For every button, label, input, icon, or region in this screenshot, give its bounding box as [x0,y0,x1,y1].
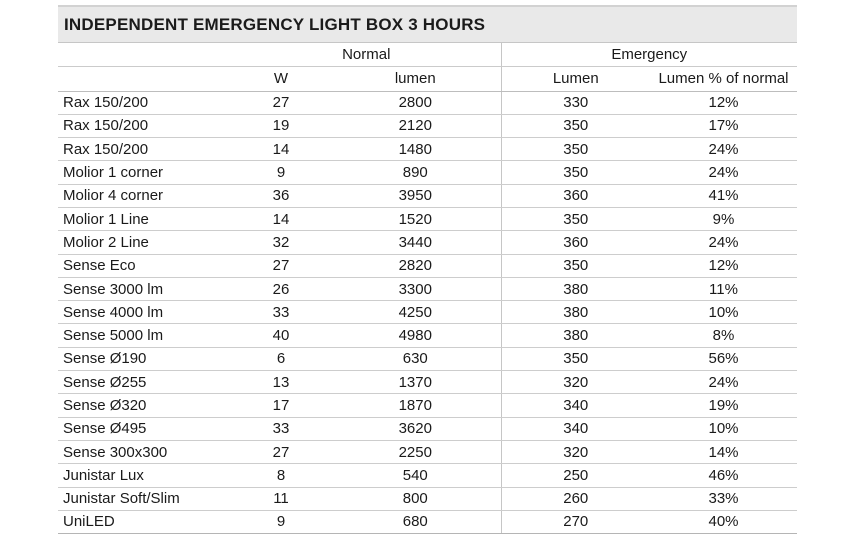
emergency-lumen-cell: 340 [501,394,650,417]
product-name-cell: Molior 1 corner [58,161,232,184]
product-name-cell: Rax 150/200 [58,114,232,137]
watt-cell: 11 [232,487,330,510]
lumen-cell: 3300 [330,277,501,300]
lumen-percent-cell: 12% [650,91,797,114]
emergency-lumen-cell: 360 [501,231,650,254]
table-body [58,91,797,534]
product-name-cell: Sense Ø190 [58,347,232,370]
table-row [58,301,797,324]
lumen-percent-cell: 24% [650,231,797,254]
emergency-lumen-cell: 380 [501,324,650,347]
watt-cell: 8 [232,464,330,487]
watt-cell: 17 [232,394,330,417]
lumen-cell: 2820 [330,254,501,277]
col-header-lumen-percent: Lumen % of normal [650,66,797,91]
lumen-cell: 1370 [330,371,501,394]
table-row [58,487,797,510]
emergency-lumen-cell: 350 [501,347,650,370]
watt-cell: 26 [232,277,330,300]
table-title: INDEPENDENT EMERGENCY LIGHT BOX 3 HOURS [64,14,486,34]
watt-cell: 9 [232,161,330,184]
watt-cell: 36 [232,184,330,207]
lumen-percent-cell: 24% [650,161,797,184]
lumen-cell: 2120 [330,114,501,137]
product-name-cell: Sense Ø320 [58,394,232,417]
table-row [58,440,797,463]
watt-cell: 27 [232,254,330,277]
column-group-row [58,43,797,66]
product-name-cell: Molior 4 corner [58,184,232,207]
watt-cell: 27 [232,91,330,114]
product-name-cell: Sense Ø495 [58,417,232,440]
table-row [58,464,797,487]
watt-cell: 13 [232,371,330,394]
product-name-cell: Molior 1 Line [58,207,232,230]
product-name-cell: Sense 3000 lm [58,277,232,300]
emergency-lumen-cell: 360 [501,184,650,207]
product-name-cell: Junistar Soft/Slim [58,487,232,510]
watt-cell: 19 [232,114,330,137]
lumen-cell: 3620 [330,417,501,440]
product-name-cell: Sense 4000 lm [58,301,232,324]
lumen-percent-cell: 17% [650,114,797,137]
product-name-cell: Sense 300x300 [58,440,232,463]
lumen-cell: 540 [330,464,501,487]
emergency-lumen-cell: 350 [501,114,650,137]
table-title-bar [58,5,797,43]
lumen-percent-cell: 19% [650,394,797,417]
table-row [58,347,797,370]
lumen-cell: 2800 [330,91,501,114]
column-header-row [58,66,797,91]
table-row [58,417,797,440]
lumen-cell: 2250 [330,440,501,463]
product-name-cell: UniLED [58,510,232,533]
table-row [58,114,797,137]
table-row [58,138,797,161]
emergency-lumen-cell: 330 [501,91,650,114]
emergency-lumen-cell: 350 [501,254,650,277]
lumen-percent-cell: 10% [650,417,797,440]
watt-cell: 27 [232,440,330,463]
emergency-lumen-cell: 270 [501,510,650,533]
corner-cell-empty [58,43,232,66]
table-row [58,510,797,533]
col-header-product-empty [58,66,232,91]
lumen-cell: 4250 [330,301,501,324]
table-row [58,371,797,394]
col-header-watt: W [232,66,330,91]
emergency-light-table [58,43,797,534]
lumen-cell: 4980 [330,324,501,347]
lumen-cell: 800 [330,487,501,510]
lumen-percent-cell: 24% [650,371,797,394]
emergency-lumen-cell: 320 [501,371,650,394]
emergency-lumen-cell: 320 [501,440,650,463]
table-row [58,324,797,347]
lumen-percent-cell: 33% [650,487,797,510]
product-name-cell: Sense 5000 lm [58,324,232,347]
col-header-lumen: lumen [330,66,501,91]
table-row [58,254,797,277]
lumen-cell: 630 [330,347,501,370]
emergency-lumen-cell: 260 [501,487,650,510]
watt-cell: 14 [232,207,330,230]
lumen-percent-cell: 9% [650,207,797,230]
emergency-lumen-cell: 250 [501,464,650,487]
emergency-light-table-sheet [58,5,797,534]
table-row [58,277,797,300]
table-row [58,394,797,417]
table-row [58,184,797,207]
column-group-normal: Normal [232,43,501,66]
watt-cell: 6 [232,347,330,370]
table-row [58,91,797,114]
emergency-lumen-cell: 380 [501,301,650,324]
watt-cell: 32 [232,231,330,254]
table-row [58,231,797,254]
lumen-cell: 1520 [330,207,501,230]
lumen-percent-cell: 41% [650,184,797,207]
lumen-percent-cell: 40% [650,510,797,533]
emergency-lumen-cell: 350 [501,161,650,184]
lumen-percent-cell: 56% [650,347,797,370]
lumen-cell: 890 [330,161,501,184]
lumen-cell: 1870 [330,394,501,417]
emergency-lumen-cell: 340 [501,417,650,440]
table-row [58,161,797,184]
product-name-cell: Molior 2 Line [58,231,232,254]
lumen-percent-cell: 11% [650,277,797,300]
column-group-emergency: Emergency [501,43,797,66]
emergency-lumen-cell: 380 [501,277,650,300]
emergency-lumen-cell: 350 [501,138,650,161]
lumen-percent-cell: 12% [650,254,797,277]
lumen-percent-cell: 14% [650,440,797,463]
product-name-cell: Sense Ø255 [58,371,232,394]
watt-cell: 40 [232,324,330,347]
lumen-cell: 680 [330,510,501,533]
col-header-emergency-lumen: Lumen [501,66,650,91]
lumen-percent-cell: 46% [650,464,797,487]
lumen-percent-cell: 24% [650,138,797,161]
emergency-lumen-cell: 350 [501,207,650,230]
watt-cell: 9 [232,510,330,533]
lumen-cell: 3440 [330,231,501,254]
watt-cell: 14 [232,138,330,161]
lumen-percent-cell: 8% [650,324,797,347]
product-name-cell: Rax 150/200 [58,138,232,161]
table-row [58,207,797,230]
lumen-cell: 3950 [330,184,501,207]
watt-cell: 33 [232,417,330,440]
product-name-cell: Sense Eco [58,254,232,277]
lumen-cell: 1480 [330,138,501,161]
lumen-percent-cell: 10% [650,301,797,324]
watt-cell: 33 [232,301,330,324]
product-name-cell: Rax 150/200 [58,91,232,114]
product-name-cell: Junistar Lux [58,464,232,487]
